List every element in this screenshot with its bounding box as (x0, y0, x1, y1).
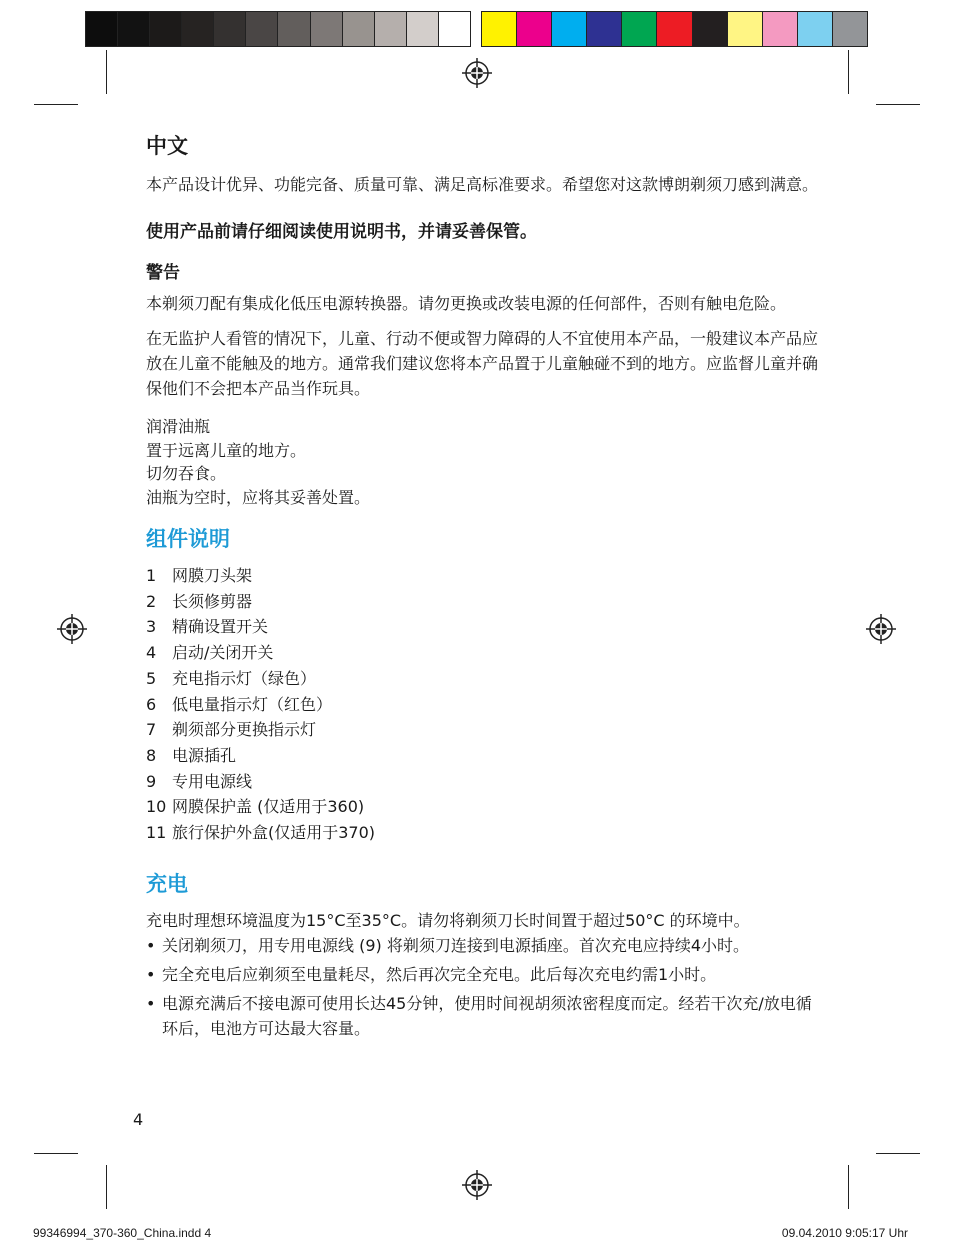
charging-intro: 充电时理想环境温度为15°C至35°C。请勿将剃须刀长时间置于超过50°C 的环境中。 (146, 910, 750, 930)
color-swatch (86, 12, 118, 46)
part-label: 低电量指示灯（红色） (172, 694, 333, 714)
color-swatch (407, 12, 439, 46)
part-label: 剃须部分更换指示灯 (172, 720, 317, 740)
list-item (146, 666, 826, 692)
part-number: 8 (146, 745, 157, 765)
color-swatch (214, 12, 246, 46)
list-item (146, 692, 826, 718)
part-number: 11 (146, 823, 167, 843)
part-number: 6 (146, 694, 157, 714)
part-label: 旅行保护外盒(仅适用于370) (172, 823, 376, 843)
part-number: 4 (146, 643, 157, 663)
page-number: 4 (133, 1110, 144, 1129)
footer-timestamp: 09.04.2010 9:05:17 Uhr (781, 1226, 908, 1240)
list-item (146, 614, 826, 640)
color-swatch (150, 12, 182, 46)
warning-paragraph-1: 本剃须刀配有集成化低压电源转换器。请勿更换或改装电源的任何部件，否则有触电危险。 (146, 294, 787, 313)
emphasis-notice: 使用产品前请仔细阅读使用说明书，并请妥善保管。 (146, 222, 537, 242)
part-number: 5 (146, 668, 157, 688)
registration-mark-icon (462, 58, 492, 88)
part-number: 3 (146, 617, 157, 637)
color-swatch (763, 12, 798, 46)
part-label: 网膜保护盖 (仅适用于360) (172, 797, 365, 817)
oil-note-line: 油瓶为空时，应将其妥善处置。 (146, 487, 371, 507)
list-item (146, 640, 826, 666)
parts-list (146, 563, 826, 846)
list-item (146, 563, 826, 589)
crop-mark (34, 104, 78, 105)
list-item (146, 769, 826, 795)
part-label: 长须修剪器 (172, 591, 253, 611)
part-label: 网膜刀头架 (172, 566, 253, 585)
registration-mark-icon (866, 614, 896, 644)
color-swatch (246, 12, 278, 46)
color-swatch (118, 12, 150, 46)
crop-mark (848, 1165, 849, 1209)
registration-mark-icon (57, 614, 87, 644)
page-title: 中文 (146, 134, 188, 158)
gray-color-bar (85, 11, 471, 47)
part-number: 9 (146, 771, 157, 791)
color-swatch (439, 12, 470, 46)
part-label: 专用电源线 (172, 771, 253, 791)
color-swatch (278, 12, 310, 46)
crop-mark (34, 1153, 78, 1154)
list-item (146, 743, 826, 769)
crop-mark (106, 50, 107, 94)
part-number: 10 (146, 797, 167, 817)
process-color-bar (481, 11, 868, 47)
crop-mark (876, 104, 920, 105)
oil-note-line: 置于远离儿童的地方。 (146, 440, 307, 460)
list-item (146, 794, 826, 820)
crop-mark (106, 1165, 107, 1209)
color-swatch (482, 12, 517, 46)
bullet-text: 电源充满后不接电源可使用长达45分钟，使用时间视胡须浓密程度而定。经若干次充/放电循环后，电池方可达最大容量。 (162, 993, 812, 1038)
bullet-text: 关闭剃须刀，用专用电源线 (9) 将剃须刀连接到电源插座。首次充电应持续4小时。 (162, 935, 750, 955)
bullet-text: 完全充电后应剃须至电量耗尽，然后再次完全充电。此后每次充电约需1小时。 (162, 964, 717, 984)
parts-title: 组件说明 (146, 527, 230, 551)
warning-title: 警告 (146, 263, 180, 283)
color-swatch (587, 12, 622, 46)
color-swatch (657, 12, 692, 46)
color-swatch (552, 12, 587, 46)
list-item (146, 962, 826, 987)
part-label: 充电指示灯（绿色） (172, 668, 317, 688)
charging-title: 充电 (146, 871, 188, 896)
color-swatch (622, 12, 657, 46)
registration-mark-icon (462, 1170, 492, 1200)
list-item (146, 589, 826, 615)
intro-paragraph: 本产品设计优异、功能完备、质量可靠、满足高标准要求。希望您对这款博朗剃须刀感到满意。 (146, 175, 819, 194)
list-item (146, 717, 826, 743)
color-swatch (798, 12, 833, 46)
footer-file-info: 99346994_370-360_China.indd 4 (33, 1226, 212, 1240)
bullet-icon: • (146, 935, 156, 955)
part-number: 1 (146, 566, 157, 585)
color-swatch (311, 12, 343, 46)
color-swatch (343, 12, 375, 46)
charging-bullets (146, 933, 826, 1041)
crop-mark (848, 50, 849, 94)
list-item (146, 933, 826, 958)
part-number: 7 (146, 720, 157, 740)
bullet-icon: • (146, 993, 156, 1013)
crop-mark (876, 1153, 920, 1154)
part-label: 启动/关闭开关 (172, 643, 274, 663)
color-swatch (833, 12, 867, 46)
color-swatch (517, 12, 552, 46)
color-swatch (728, 12, 763, 46)
bullet-icon: • (146, 964, 156, 984)
part-label: 精确设置开关 (172, 617, 269, 637)
part-number: 2 (146, 591, 157, 611)
oil-note-line: 切勿吞食。 (146, 464, 227, 483)
part-label: 电源插孔 (172, 745, 237, 765)
manual-content (146, 130, 826, 1045)
warning-paragraph-2: 在无监护人看管的情况下，儿童、行动不便或智力障碍的人不宜使用本产品，一般建议本产品应放在儿童不能触及的地方。通常我们建议您将本产品置于儿童触碰不到的地方。应监督儿童并确保他们不会把本产品当作玩具。 (146, 329, 819, 398)
color-swatch (375, 12, 407, 46)
color-swatch (693, 12, 728, 46)
list-item (146, 991, 826, 1041)
oil-note-line: 润滑油瓶 (146, 417, 211, 436)
oil-bottle-notes (146, 415, 826, 509)
color-swatch (182, 12, 214, 46)
list-item (146, 820, 826, 846)
